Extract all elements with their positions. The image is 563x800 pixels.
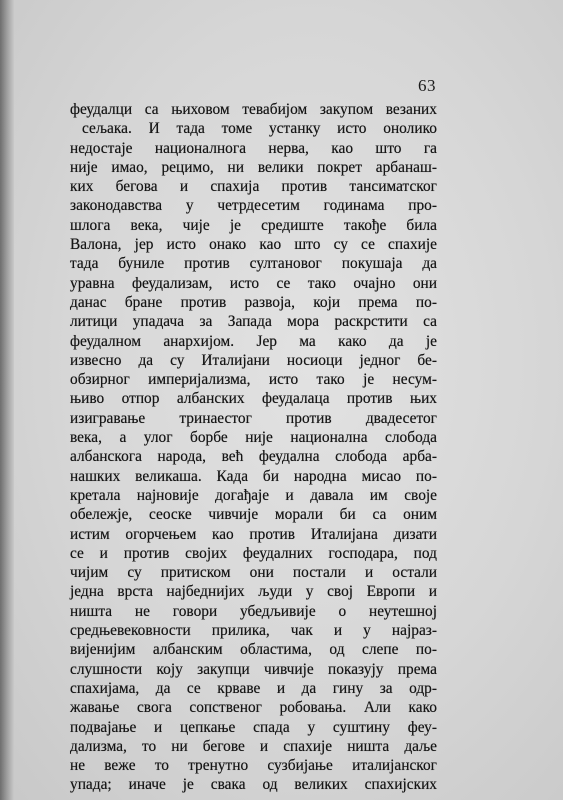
text-line: средњевековности прилика, чак и у најраз- xyxy=(70,622,437,640)
text-line: сељака. И тада томе устанку исто онолико xyxy=(82,120,437,138)
text-line: уравна феудализам, исто се тако очајно они xyxy=(70,274,437,292)
text-line: не веже то тренутно сузбијање италијанског xyxy=(70,757,437,775)
text-line: обележје, сеоске чивчије морали би са оним xyxy=(70,506,437,524)
text-line: једна врста најбеднијих људи у свој Европи и xyxy=(70,583,437,601)
text-line: извесно да су Италијани носиоци једног бе- xyxy=(70,351,437,369)
text-line: упада; иначе је свака од великих спахијских xyxy=(70,776,437,794)
text-line: Валона, јер исто онако као што су се спахије xyxy=(70,236,437,254)
text-line: тада буниле против султановог покушаја да xyxy=(70,255,437,273)
text-line: кретала најновије догађаје и давала им своје xyxy=(70,486,437,504)
text-line: века, а улог борбе није национална слобода xyxy=(70,429,437,447)
text-line: истим огорчењем као против Италијана дизати xyxy=(70,525,437,543)
text-line: чијим су притиском они постали и остали xyxy=(70,564,437,582)
text-line: недостаје националнога нерва, као што га xyxy=(70,139,437,157)
text-line: литици упадача за Запада мора раскрстити са xyxy=(70,313,437,331)
text-line: изигравање тринаестог против двадесетог xyxy=(70,409,437,427)
text-line: нашких великаша. Када би народна мисао по- xyxy=(70,467,437,485)
text-line: вијенијим албанским областима, од слепе по- xyxy=(70,641,437,659)
text-line: слушности коју закупци чивчије показују према xyxy=(70,660,437,678)
page-binding-edge xyxy=(0,0,14,800)
text-line: шлога века, чије је средиште такође била xyxy=(70,216,437,234)
text-line: феудалци са њиховом тевабијом закупом везаних xyxy=(70,101,437,118)
text-line: албанскога народа, већ феудална слобода арба- xyxy=(70,448,437,466)
text-line: спахијама, да се крваве и да гину за одр- xyxy=(70,679,437,697)
text-line: данас бране против развоја, који према по- xyxy=(70,293,437,311)
body-text xyxy=(70,100,437,795)
page-number: 63 xyxy=(418,76,436,95)
text-line: није имао, рецимо, ни велики покрет арбанаш- xyxy=(70,158,437,176)
text-line: феудалном анархијом. Јер ма како да је xyxy=(70,332,437,350)
text-line: обзирног империјализма, исто тако је несум- xyxy=(70,371,437,389)
text-line: њиво отпор албанских феудалаца против њих xyxy=(70,390,437,408)
text-line: жавање свога сопственог робовања. Али како xyxy=(70,699,437,717)
text-line: ништа не говори убедљивије о неутешној xyxy=(70,602,437,620)
text-line: подвајање и цепкање спада у суштину феу- xyxy=(70,718,437,736)
text-line: законодавства у четрдесетим годинама про- xyxy=(70,197,437,215)
text-line: дализма, то ни бегове и спахије ништа даље xyxy=(70,737,437,755)
text-line: се и против својих феудалних господара, под xyxy=(70,544,437,562)
text-line: ких бегова и спахија против тансиматског xyxy=(70,178,437,196)
